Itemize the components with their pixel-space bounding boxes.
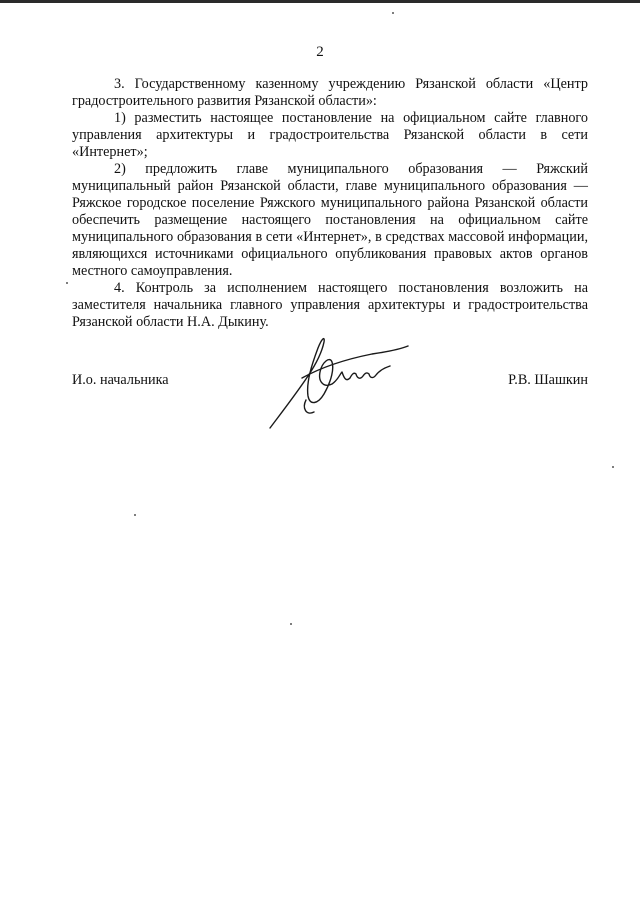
document-body: [72, 76, 588, 331]
signer-position: И.о. начальника: [72, 372, 169, 388]
page-number: 2: [316, 44, 324, 60]
signature-row: [72, 372, 588, 392]
scan-top-edge: [0, 0, 640, 3]
paragraph-subitem-2: 2) предложить главе муниципального образования — Ряжский муниципальный район Рязанской области, главе муниципального образования — Ряжское городское поселение Ряжского муниципального района Рязанской области обеспечить размещение настоящего постановления на официальном сайте муниципального образования в сети «Интернет», в средствах массовой информации, являющихся источниками официального опубликования правовых актов органов местного самоуправления.: [72, 161, 588, 279]
signer-name: Р.В. Шашкин: [508, 372, 588, 388]
scan-speck: [66, 282, 68, 284]
scan-speck: [392, 12, 394, 14]
scan-speck: [290, 623, 292, 625]
scan-speck: [134, 514, 136, 516]
scan-speck: [612, 466, 614, 468]
paragraph-item-4: 4. Контроль за исполнением настоящего постановления возложить на заместителя начальника главного управления архитектуры и градостроительства Рязанской области Н.А. Дыкину.: [72, 280, 588, 330]
paragraph-subitem-1: 1) разместить настоящее постановление на официальном сайте главного управления архитектуры и градостроительства Рязанской области в сети «Интернет»;: [72, 110, 588, 160]
paragraph-item-3: 3. Государственному казенному учреждению Рязанской области «Центр градостроительного развития Рязанской области»:: [72, 76, 588, 109]
